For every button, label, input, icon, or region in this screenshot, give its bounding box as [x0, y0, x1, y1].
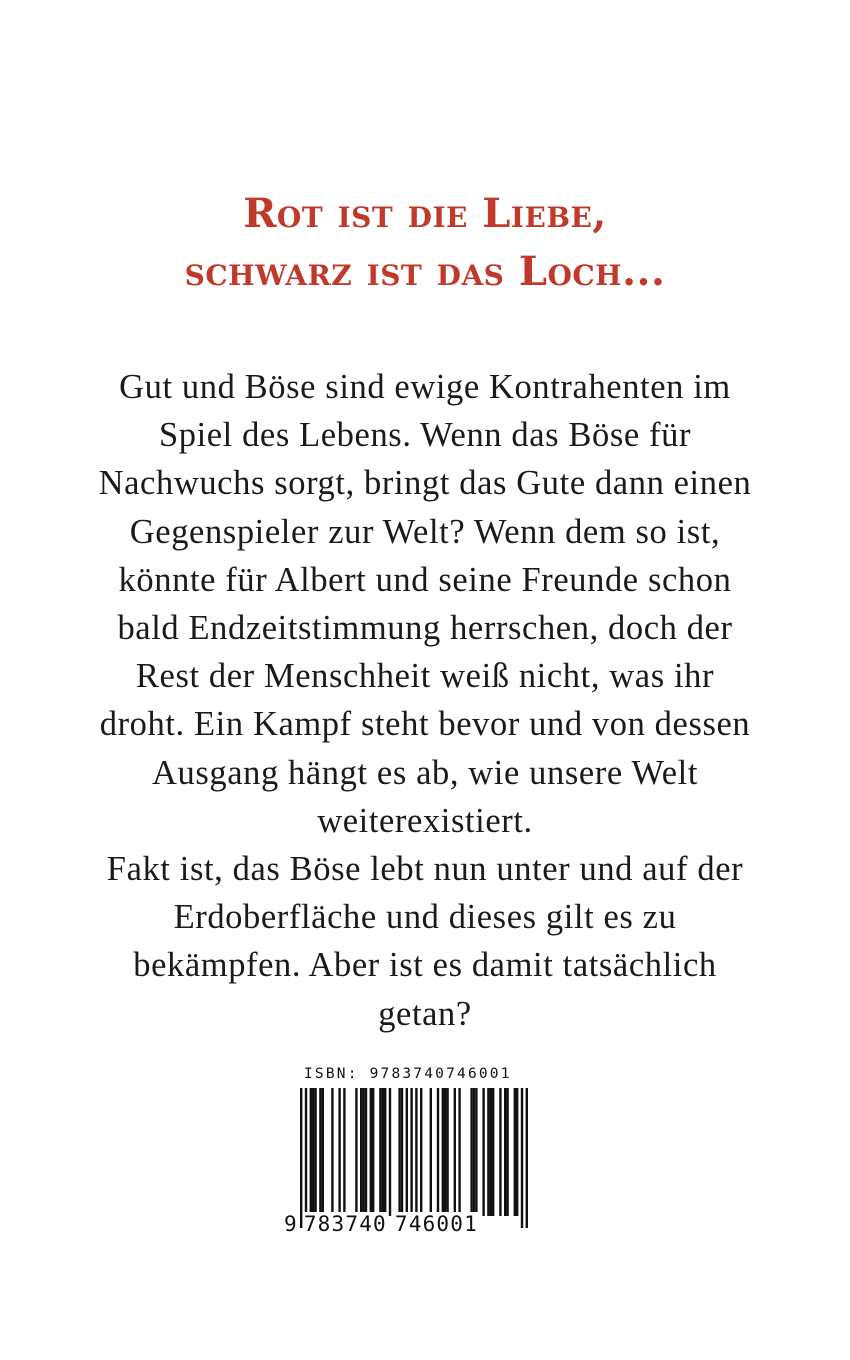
barcode-bar: [389, 1088, 391, 1216]
barcode-digit-group-1: 783740: [303, 1212, 387, 1236]
barcode-bar: [470, 1088, 472, 1216]
blurb-line: Erdoberfläche und dieses gilt es zu: [173, 898, 677, 937]
barcode-bar: [504, 1088, 506, 1216]
barcode-bar: [516, 1088, 518, 1216]
barcode-bar: [454, 1088, 456, 1216]
barcode-digits: [284, 1212, 478, 1236]
blurb-line: Gut und Böse sind ewige Kontrahenten im: [119, 368, 731, 406]
blurb-line: könnte für Albert und seine Freunde schon: [118, 560, 732, 599]
barcode-bar: [384, 1088, 386, 1216]
isbn-label: ISBN: 9783740746001: [304, 1066, 512, 1082]
barcode-bar: [490, 1088, 492, 1216]
blurb-line: droht. Ein Kampf steht bevor und von dessen: [99, 705, 751, 744]
barcode-bar: [506, 1088, 508, 1216]
barcode-bar: [401, 1088, 403, 1216]
isbn-barcode: [284, 1064, 536, 1240]
barcode-bar: [492, 1088, 494, 1216]
blurb-line: weiterexistiert.: [317, 801, 533, 840]
barcode-bar: [379, 1088, 381, 1216]
barcode-digit-group-2: 746001: [394, 1212, 478, 1236]
barcode-bar: [444, 1088, 446, 1216]
barcode-bar: [331, 1088, 333, 1216]
barcode-bar: [398, 1088, 400, 1216]
blurb-line: Ausgang hängt es ab, wie unsere Welt: [151, 753, 699, 792]
barcode-bar: [514, 1088, 516, 1216]
barcode-bar: [360, 1088, 362, 1216]
barcode-bar: [312, 1088, 314, 1216]
barcode-bar: [310, 1088, 312, 1216]
barcode-bar: [446, 1088, 448, 1216]
barcode-guard-bar: [410, 1088, 412, 1228]
barcode-bar: [406, 1088, 408, 1216]
barcode-digit-first: 9: [284, 1212, 298, 1236]
barcode-bar: [473, 1088, 475, 1216]
barcode-bar: [458, 1088, 460, 1216]
headline-line-1: Rot ist die Liebe,: [243, 190, 607, 237]
barcode-bar: [338, 1088, 340, 1216]
barcode-bar: [319, 1088, 321, 1216]
blurb-line: bekämpfen. Aber ist es damit tatsächlich: [133, 946, 717, 985]
barcode-guard-bar: [305, 1088, 307, 1228]
barcode-bar: [355, 1088, 357, 1216]
blurb-line: Nachwuchs sorgt, bringt das Gute dann einen: [98, 464, 752, 503]
barcode-bar: [372, 1088, 374, 1216]
barcode-bar: [420, 1088, 422, 1216]
barcode-bar: [437, 1088, 439, 1216]
blurb-line: Spiel des Lebens. Wenn das Böse für: [158, 416, 692, 455]
barcode-bar: [475, 1088, 477, 1216]
barcode-bar: [362, 1088, 364, 1216]
barcode-bar: [499, 1088, 501, 1216]
headline-line-2: schwarz ist das Loch...: [184, 248, 666, 295]
barcode-bar: [370, 1088, 372, 1216]
barcode-bar: [382, 1088, 384, 1216]
blurb-line: Rest der Menschheit weiß nicht, was ihr: [135, 657, 715, 696]
barcode-bar: [314, 1088, 316, 1216]
barcode-bar: [487, 1088, 489, 1216]
headline: [0, 185, 850, 301]
blurb-line: Gegenspieler zur Welt? Wenn dem so ist,: [129, 512, 721, 551]
blurb-line: getan?: [378, 994, 472, 1033]
blurb-line: Fakt ist, das Böse lebt nun unter und auf der: [106, 850, 744, 889]
barcode-bar: [365, 1088, 367, 1216]
barcode-guard-bar: [526, 1088, 528, 1228]
barcode-guard-bar: [521, 1088, 523, 1228]
barcode-bar: [343, 1088, 345, 1216]
barcode-guard-bar: [415, 1088, 417, 1228]
barcode-bar: [442, 1088, 444, 1216]
blurb-line: bald Endzeitstimmung herrschen, doch der: [117, 609, 733, 648]
barcode-bar: [430, 1088, 432, 1216]
barcode-guard-bar: [300, 1088, 302, 1228]
barcode-bar: [322, 1088, 324, 1216]
barcode-bar: [482, 1088, 484, 1216]
blurb-text: [28, 363, 822, 1038]
